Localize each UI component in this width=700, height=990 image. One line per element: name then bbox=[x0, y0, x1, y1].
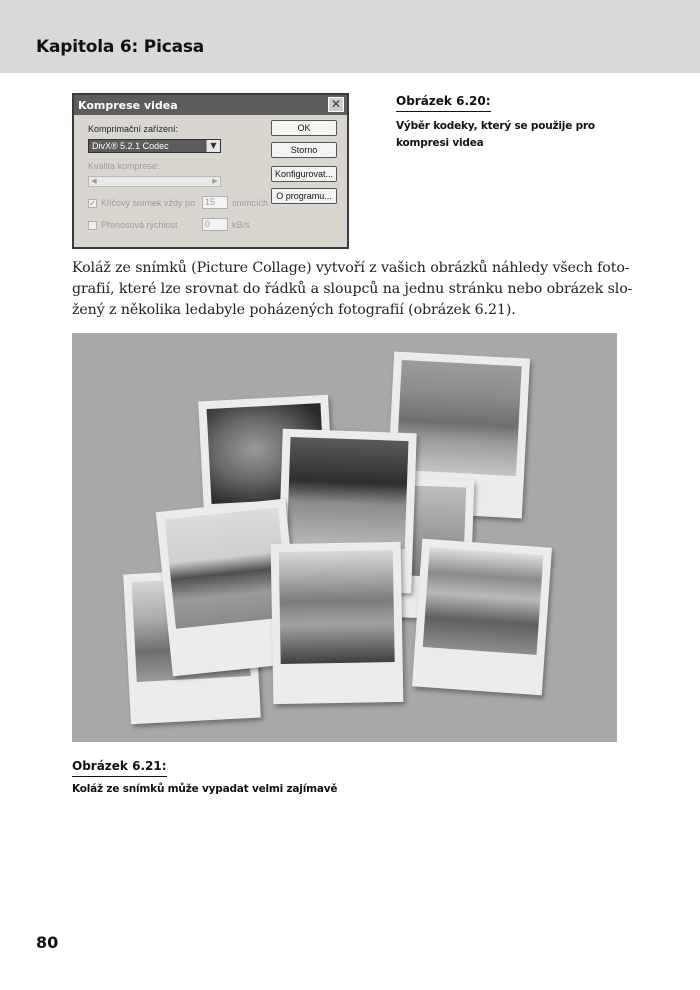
paragraph-line: Koláž ze snímků (Picture Collage) vytvoří z vašich obrázků náhledy všech foto- bbox=[72, 260, 630, 276]
close-icon[interactable]: ✕ bbox=[328, 97, 344, 112]
page-number: 80 bbox=[36, 933, 59, 952]
compression-dialog bbox=[72, 93, 349, 249]
datarate-input[interactable]: 0 bbox=[202, 218, 228, 231]
figure-620-caption-line: Výběr kodeky, který se použije pro bbox=[396, 120, 595, 132]
ok-button[interactable]: OK bbox=[271, 120, 337, 136]
slider-right-arrow-icon[interactable]: ▶ bbox=[212, 177, 218, 185]
photo-collage-image bbox=[72, 333, 617, 742]
datarate-checkbox[interactable] bbox=[88, 221, 97, 230]
chevron-down-icon[interactable]: ▼ bbox=[206, 140, 220, 152]
cancel-button[interactable]: Storno bbox=[271, 142, 337, 158]
quality-slider[interactable] bbox=[88, 176, 221, 187]
keyframe-label: Klíčový snímek vždy po bbox=[101, 198, 196, 208]
codec-select[interactable] bbox=[88, 139, 221, 153]
dialog-title: Komprese videa bbox=[78, 99, 178, 112]
figure-621-label: Obrázek 6.21: bbox=[72, 759, 167, 777]
keyframe-input[interactable]: 15 bbox=[202, 196, 228, 209]
polaroid-photo bbox=[412, 539, 552, 696]
paragraph-line: žený z několika ledabyle poházených fotografií (obrázek 6.21). bbox=[72, 302, 516, 318]
about-button[interactable]: O programu... bbox=[271, 188, 337, 204]
figure-621-caption: Koláž ze snímků může vypadat velmi zajímavě bbox=[72, 783, 338, 795]
keyframe-checkbox[interactable]: ✓ bbox=[89, 199, 96, 208]
codec-select-value: DivX® 5.2.1 Codec bbox=[92, 141, 169, 151]
device-label: Komprimační zařízení: bbox=[88, 124, 179, 134]
polaroid-photo bbox=[271, 542, 404, 704]
slider-left-arrow-icon[interactable]: ◀ bbox=[91, 177, 97, 185]
body-paragraph bbox=[72, 258, 633, 321]
chapter-title: Kapitola 6: Picasa bbox=[36, 37, 205, 57]
datarate-unit: kB/s bbox=[232, 220, 250, 230]
configure-button[interactable]: Konfigurovat... bbox=[271, 166, 337, 182]
quality-label: Kvalita komprese: bbox=[88, 161, 160, 171]
figure-620-caption-line: kompresi videa bbox=[396, 137, 484, 149]
figure-620-caption bbox=[396, 118, 595, 152]
dialog-titlebar bbox=[74, 95, 347, 115]
figure-620-label: Obrázek 6.20: bbox=[396, 94, 491, 112]
keyframe-unit: snímcích bbox=[232, 198, 269, 208]
datarate-label: Přenosová rychlost bbox=[101, 220, 178, 230]
paragraph-line: grafií, které lze srovnat do řádků a sloupců na jednu stránku nebo obrázek slo- bbox=[72, 281, 633, 297]
chapter-header-bar bbox=[0, 0, 700, 73]
